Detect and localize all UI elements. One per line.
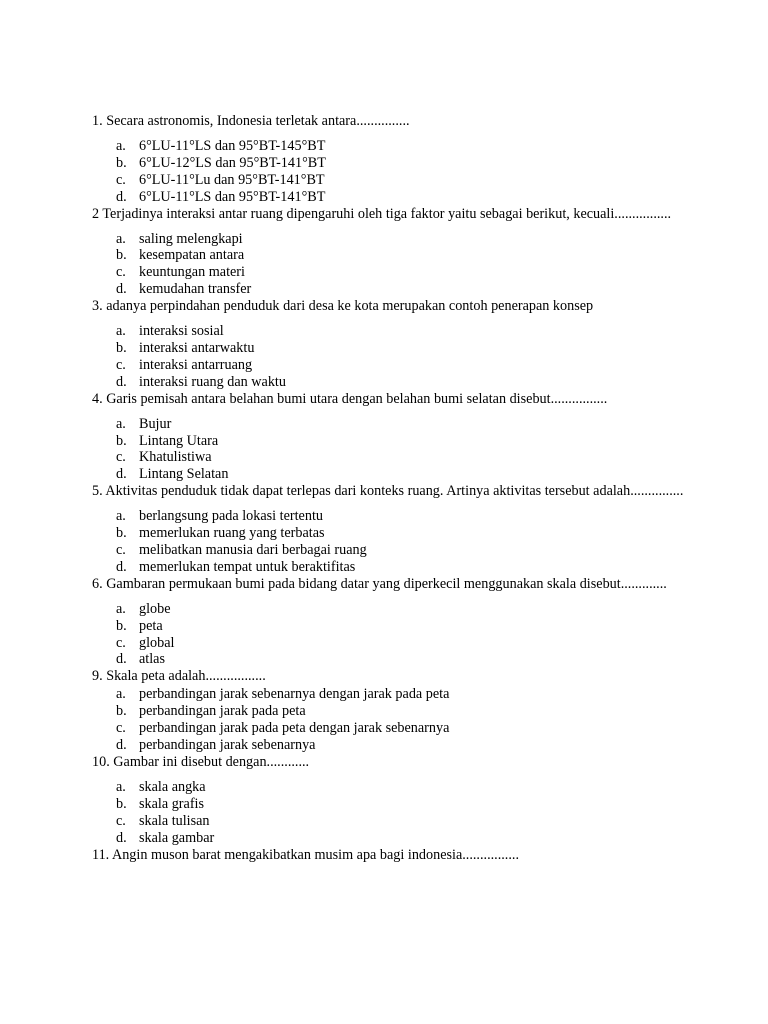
question-5: 5. Aktivitas penduduk tidak dapat terlepas dari konteks ruang. Artinya aktivitas tersebut adalah............... <box>92 483 684 500</box>
option-letter: b. <box>116 340 127 357</box>
option-text: interaksi antarwaktu <box>139 340 255 357</box>
question-4: 4. Garis pemisah antara belahan bumi utara dengan belahan bumi selatan disebut................ <box>92 390 608 407</box>
question-3: 3. adanya perpindahan penduduk dari desa ke kota merupakan contoh penerapan konsep <box>92 298 594 315</box>
option-letter: d. <box>116 558 127 575</box>
option-letter: b. <box>116 703 127 720</box>
option-text: 6°LU-11°LS dan 95°BT-141°BT <box>139 188 326 205</box>
option-2a <box>92 231 692 248</box>
option-text: kemudahan transfer <box>139 281 252 298</box>
option-text: memerlukan tempat untuk beraktifitas <box>139 558 356 575</box>
option-5a <box>92 508 692 525</box>
question-2: 2 Terjadinya interaksi antar ruang dipengaruhi oleh tiga faktor yaitu sebagai berikut, kecuali................ <box>92 205 672 222</box>
option-text: 6°LU-11°Lu dan 95°BT-141°BT <box>139 171 325 188</box>
option-letter: a. <box>116 138 126 154</box>
document-page <box>92 113 692 864</box>
option-6b <box>92 618 692 635</box>
option-letter: a. <box>116 508 126 525</box>
option-text: perbandingan jarak sebenarnya <box>139 737 316 754</box>
option-10a <box>92 779 692 796</box>
option-text: skala tulisan <box>139 812 210 829</box>
option-3a <box>92 323 692 340</box>
option-text: Khatulistiwa <box>139 449 212 466</box>
question-9-options <box>92 686 692 754</box>
option-9b <box>92 703 692 720</box>
option-3b <box>92 340 692 357</box>
option-letter: c. <box>116 634 126 651</box>
option-text: Bujur <box>139 415 172 432</box>
option-letter: c. <box>116 449 126 466</box>
option-letter: b. <box>116 432 127 449</box>
option-letter: c. <box>116 264 126 281</box>
option-3c <box>92 357 692 374</box>
option-letter: a. <box>116 600 126 617</box>
option-letter: b. <box>116 154 127 171</box>
option-text: Lintang Selatan <box>139 466 229 483</box>
option-9a <box>92 686 692 703</box>
option-letter: d. <box>116 737 127 754</box>
option-1c <box>92 172 692 189</box>
question-5-options <box>92 508 692 576</box>
option-9d <box>92 737 692 754</box>
question-6: 6. Gambaran permukaan bumi pada bidang datar yang diperkecil menggunakan skala disebut............. <box>92 575 667 592</box>
question-4-options <box>92 416 692 484</box>
option-text: perbandingan jarak pada peta dengan jarak sebenarnya <box>139 720 450 737</box>
option-6a <box>92 601 692 618</box>
option-text: peta <box>139 617 163 634</box>
question-3-options <box>92 323 692 391</box>
option-text: perbandingan jarak sebenarnya dengan jarak pada peta <box>139 686 450 703</box>
option-text: keuntungan materi <box>139 264 245 281</box>
question-2-options <box>92 231 692 299</box>
option-letter: a. <box>116 415 126 432</box>
option-letter: d. <box>116 373 127 390</box>
option-letter: a. <box>116 778 126 795</box>
option-letter: d. <box>116 829 127 846</box>
option-letter: d. <box>116 188 127 205</box>
option-4b <box>92 433 692 450</box>
option-4a <box>92 416 692 433</box>
option-letter: d. <box>116 466 127 483</box>
option-letter: b. <box>116 617 127 634</box>
option-1d <box>92 189 692 206</box>
option-text: skala gambar <box>139 829 215 846</box>
option-4c <box>92 449 692 466</box>
option-2d <box>92 281 692 298</box>
option-text: Lintang Utara <box>139 432 219 449</box>
option-6d <box>92 651 692 668</box>
option-text: skala grafis <box>139 795 205 812</box>
option-text: kesempatan antara <box>139 247 245 264</box>
option-text: globe <box>139 600 171 617</box>
option-letter: b. <box>116 525 127 542</box>
option-letter: c. <box>116 812 126 829</box>
option-9c <box>92 720 692 737</box>
option-text: saling melengkapi <box>139 230 243 247</box>
option-text: interaksi sosial <box>139 323 224 340</box>
option-10d <box>92 830 692 847</box>
option-1a <box>92 138 692 155</box>
option-letter: d. <box>116 281 127 298</box>
option-5b <box>92 525 692 542</box>
option-letter: b. <box>116 247 127 264</box>
option-letter: c. <box>116 356 126 373</box>
question-6-options <box>92 601 692 669</box>
option-3d <box>92 374 692 391</box>
option-2c <box>92 264 692 281</box>
option-letter: c. <box>116 542 126 559</box>
option-letter: a. <box>116 686 126 703</box>
question-11: 11. Angin muson barat mengakibatkan musim apa bagi indonesia................ <box>92 846 519 863</box>
option-letter: c. <box>116 171 126 188</box>
question-1-options <box>92 138 692 206</box>
option-text: memerlukan ruang yang terbatas <box>139 525 325 542</box>
option-4d <box>92 466 692 483</box>
question-9: 9. Skala peta adalah................. <box>92 668 266 685</box>
question-1: 1. Secara astronomis, Indonesia terletak antara............... <box>92 113 410 129</box>
option-text: berlangsung pada lokasi tertentu <box>139 508 323 525</box>
option-10b <box>92 796 692 813</box>
option-1b <box>92 155 692 172</box>
option-letter: a. <box>116 230 126 247</box>
option-letter: b. <box>116 795 127 812</box>
option-2b <box>92 247 692 264</box>
option-text: perbandingan jarak pada peta <box>139 703 306 720</box>
option-5c <box>92 542 692 559</box>
option-text: global <box>139 634 175 651</box>
option-letter: a. <box>116 323 126 340</box>
option-letter: c. <box>116 720 126 737</box>
option-text: atlas <box>139 651 165 668</box>
option-6c <box>92 635 692 652</box>
option-text: 6°LU-12°LS dan 95°BT-141°BT <box>139 154 326 171</box>
option-letter: d. <box>116 651 127 668</box>
option-10c <box>92 813 692 830</box>
question-10: 10. Gambar ini disebut dengan............ <box>92 753 310 770</box>
option-5d <box>92 559 692 576</box>
option-text: 6°LU-11°LS dan 95°BT-145°BT <box>139 138 326 154</box>
option-text: interaksi antarruang <box>139 356 253 373</box>
option-text: melibatkan manusia dari berbagai ruang <box>139 542 367 559</box>
question-10-options <box>92 779 692 847</box>
option-text: skala angka <box>139 778 206 795</box>
option-text: interaksi ruang dan waktu <box>139 373 286 390</box>
